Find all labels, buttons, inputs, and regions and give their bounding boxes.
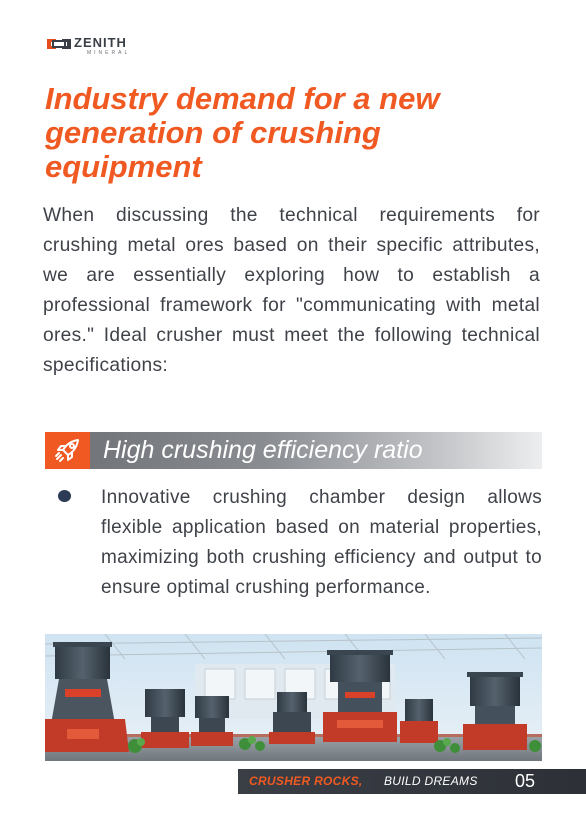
bullet-dot — [58, 490, 71, 502]
brand-subtitle: MINERAL — [87, 50, 131, 56]
footer-slogan-accent: CRUSHER ROCKS, — [249, 774, 363, 788]
page-number: 05 — [515, 771, 536, 791]
crusher-factory-photo — [45, 634, 542, 761]
rocket-icon — [45, 432, 90, 469]
footer-slogan: BUILD DREAMS — [384, 774, 478, 788]
brand-name: ZENITH — [74, 35, 127, 50]
brand-logo — [47, 36, 157, 58]
bullet-text: Innovative crushing chamber design allows flexible application based on material properties, maximizing both crushing efficiency and output to ensure optimal crushing performance. — [101, 487, 542, 598]
page-footer — [238, 769, 586, 794]
zenith-logo-icon — [47, 37, 71, 51]
section-title: High crushing efficiency ratio — [103, 436, 423, 464]
section-header — [45, 432, 542, 469]
page-title: Industry demand for a new generation of crushing equipment — [45, 81, 440, 184]
intro-paragraph: When discussing the technical requirements for crushing metal ores based on their specific attributes, we are essentially exploring how to establish a professional framework for "communicating with metal ores." Ideal crusher must meet the following technical specifications: — [43, 205, 540, 376]
